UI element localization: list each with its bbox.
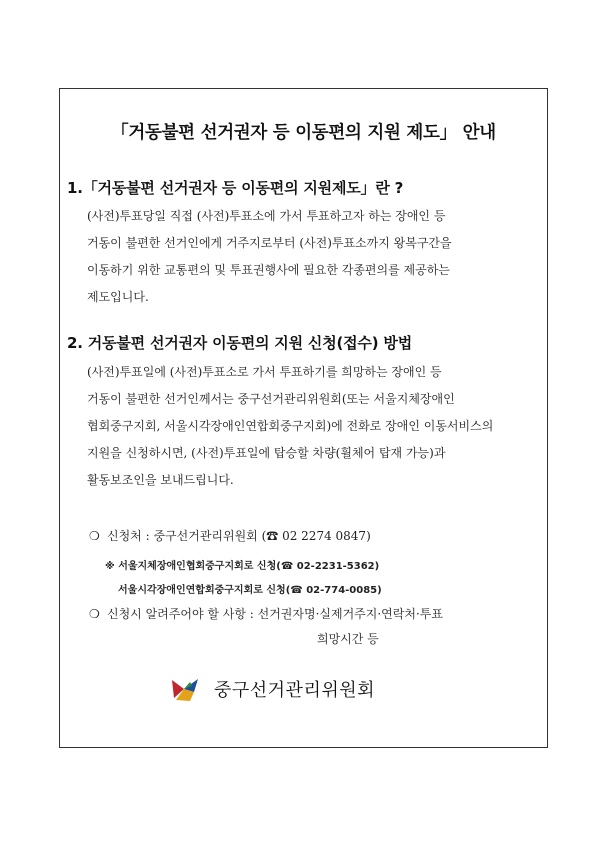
section2-line: 활동보조인을 보내드립니다. (87, 473, 234, 487)
section1-line: (사전)투표당일 직접 (사전)투표소에 가서 투표하고자 하는 장애인 등 (87, 209, 446, 223)
section2-heading: 2. 거동불편 선거권자 이동편의 지원 신청(접수) 방법 (67, 334, 412, 352)
section2-paragraph (87, 359, 539, 494)
section1-heading: 1.「거동불편 선거권자 등 이동편의 지원제도」란 ? (67, 179, 404, 197)
section2-line: 지원을 신청하시면, (사전)투표일에 탑승할 차량(휠체어 탑재 가능)과 (87, 446, 446, 460)
circle-bullet-icon: ❍ (89, 607, 100, 621)
section1-paragraph (87, 203, 539, 311)
section1-line: 거동이 불편한 선거인에게 거주지로부터 (사전)투표소까지 왕복구간을 (87, 236, 452, 250)
info-line-continued: 희망시간 등 (317, 632, 379, 646)
section2-line: (사전)투표일에 (사전)투표소로 가서 투표하기를 희망하는 장애인 등 (87, 365, 442, 379)
section2-line: 협회중구지회, 서울시각장애인연합회중구지회)에 전화로 장애인 이동서비스의 (87, 419, 494, 433)
note-visual-disability: 서울시각장애인연합회중구지회로 신청(☎ 02-774-0085) (118, 585, 382, 596)
note-physical-disability: ※ 서울지체장애인협회중구지회로 신청(☎ 02-2231-5362) (105, 561, 380, 572)
section2-line: 거동이 불편한 선거인께서는 중구선거관리위원회(또는 서울지체장애인 (87, 392, 455, 406)
info-line (89, 605, 443, 622)
apply-to-line (89, 527, 371, 544)
section1-line: 이동하기 위한 교통편의 및 투표권행사에 필요한 각종편의를 제공하는 (87, 263, 450, 277)
organization-name: 중구선거관리위원회 (214, 680, 375, 701)
page-title: 「거동불편 선거권자 등 이동편의 지원 제도」 안내 (111, 123, 496, 143)
election-commission-logo-icon (170, 676, 200, 702)
apply-to-text: 신청처 : 중구선거관리위원회 (☎ 02 2274 0847) (107, 529, 371, 543)
section1-line: 제도입니다. (87, 290, 149, 304)
circle-bullet-icon: ❍ (89, 529, 100, 543)
notice-frame (59, 88, 548, 748)
footer (170, 676, 375, 702)
info-text: 신청시 알려주어야 할 사항 : 선거권자명·실제거주지·연락처·투표 (107, 607, 443, 621)
